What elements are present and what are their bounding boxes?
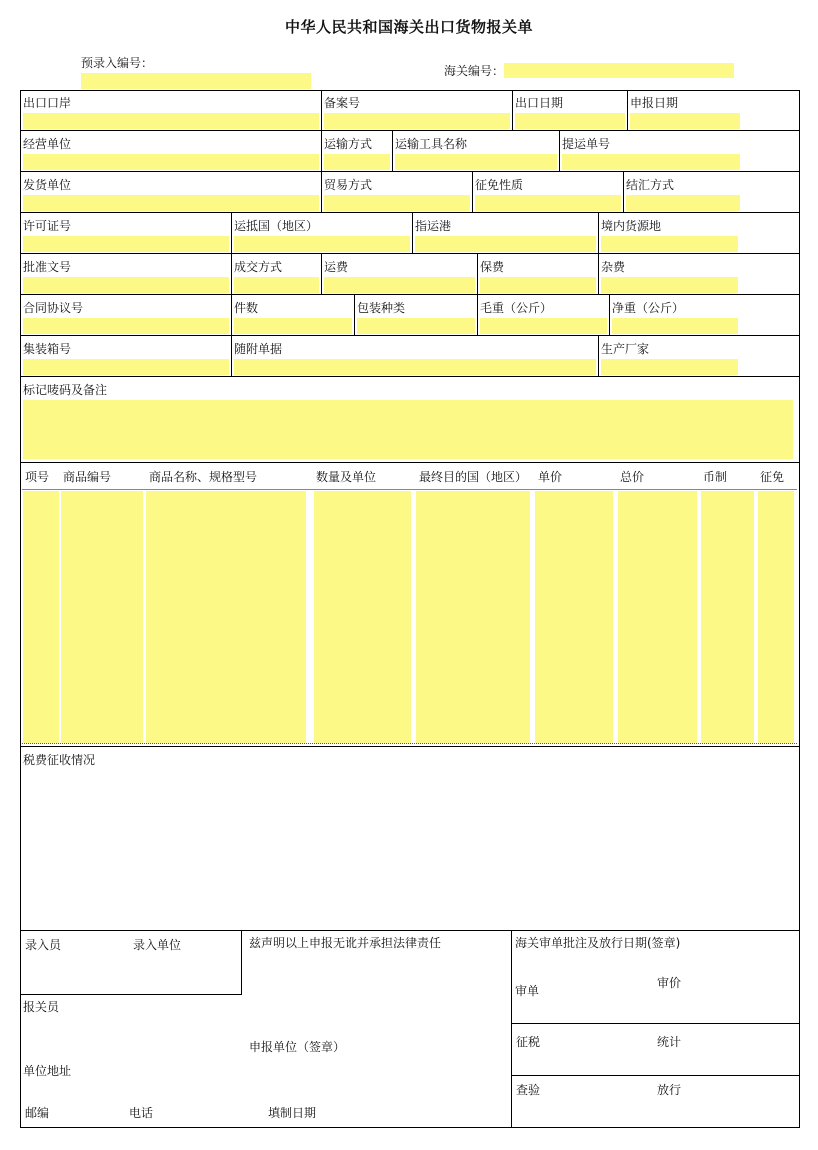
port-of-destination-label: 指运港 (415, 219, 452, 233)
border-bottom (20, 1127, 800, 1128)
misc-fee-label: 杂费 (601, 260, 626, 274)
statistics-label: 统计 (657, 1035, 682, 1049)
container-no-label: 集装箱号 (23, 342, 72, 356)
net-weight-label: 净重（公斤） (612, 301, 685, 315)
transaction-mode-label: 成交方式 (234, 260, 283, 274)
record-no-label: 备案号 (324, 96, 361, 110)
row-line (20, 212, 800, 213)
export-date-field[interactable] (515, 113, 625, 129)
goods-col-item-no[interactable] (23, 491, 59, 743)
trade-mode-label: 贸易方式 (324, 178, 373, 192)
gross-weight-label: 毛重（公斤） (480, 301, 553, 315)
declare-date-label: 申报日期 (630, 96, 679, 110)
goods-col-final-destination[interactable] (416, 491, 530, 743)
tax-levy-label: 征税 (516, 1035, 541, 1049)
goods-header-exemption: 征免 (760, 470, 785, 484)
row-line (20, 746, 800, 747)
exemption-nature-field[interactable] (475, 195, 621, 211)
settlement-mode-label: 结汇方式 (626, 178, 675, 192)
goods-bottom-dotted-line (22, 743, 797, 744)
export-port-label: 出口口岸 (23, 96, 72, 110)
goods-header-unit-price: 单价 (538, 470, 563, 484)
col-line (354, 294, 355, 336)
goods-header-commodity-name: 商品名称、规格型号 (149, 470, 258, 484)
border-left (20, 90, 21, 1128)
col-line (477, 294, 478, 336)
row-line (20, 253, 800, 254)
goods-col-commodity-code[interactable] (61, 491, 143, 743)
goods-header-final-destination: 最终目的国（地区） (419, 470, 528, 484)
bill-of-lading-label: 提运单号 (562, 137, 611, 151)
fill-date-label: 填制日期 (268, 1106, 317, 1120)
row-line (20, 171, 800, 172)
shipping-unit-field[interactable] (23, 195, 319, 211)
transaction-mode-field[interactable] (234, 277, 319, 293)
col-line (412, 212, 413, 254)
declare-date-field[interactable] (630, 113, 740, 129)
col-line (512, 90, 513, 131)
goods-col-unit-price[interactable] (535, 491, 613, 743)
tax-section-label: 税费征收情况 (23, 753, 96, 767)
port-of-destination-field[interactable] (415, 236, 596, 252)
insurance-field[interactable] (480, 277, 596, 293)
phone-label: 电话 (129, 1106, 154, 1120)
attached-docs-label: 随附单据 (234, 342, 283, 356)
row-line (20, 376, 800, 377)
approval-no-label: 批准文号 (23, 260, 72, 274)
transport-mode-label: 运输方式 (324, 137, 373, 151)
col-line (231, 212, 232, 254)
border-right (799, 90, 800, 1128)
release-label: 放行 (657, 1083, 682, 1097)
domestic-source-label: 境内货源地 (601, 219, 662, 233)
destination-country-label: 运抵国（地区） (234, 219, 319, 233)
packages-field[interactable] (234, 318, 352, 334)
row-line (511, 1075, 800, 1076)
col-line (477, 253, 478, 295)
manufacturer-field[interactable] (601, 359, 738, 375)
pre-entry-no-label: 预录入编号： (81, 56, 154, 70)
form-title: 中华人民共和国海关出口货物报关单 (284, 18, 533, 36)
inspection-label: 查验 (516, 1083, 541, 1097)
row-line (20, 462, 800, 463)
col-line (598, 212, 599, 254)
col-line (231, 335, 232, 377)
customs-approval-label: 海关审单批注及放行日期(签章) (515, 936, 681, 950)
contract-no-field[interactable] (23, 318, 229, 334)
declaration-statement: 兹声明以上申报无讹并承担法律责任 (249, 936, 442, 950)
col-line (321, 130, 322, 172)
postcode-label: 邮编 (25, 1106, 50, 1120)
goods-col-commodity-name[interactable] (146, 491, 306, 743)
package-type-field[interactable] (357, 318, 475, 334)
border-top (20, 90, 800, 91)
exemption-nature-label: 征免性质 (475, 178, 524, 192)
review-price-label: 审价 (657, 976, 682, 990)
export-date-label: 出口日期 (515, 96, 564, 110)
container-no-field[interactable] (23, 359, 229, 375)
misc-fee-field[interactable] (601, 277, 738, 293)
goods-header-underline (22, 489, 797, 490)
marks-remarks-label: 标记唛码及备注 (23, 383, 108, 397)
net-weight-field[interactable] (612, 318, 738, 334)
goods-header-quantity: 数量及单位 (316, 470, 377, 484)
freight-field[interactable] (324, 277, 475, 293)
goods-col-exemption[interactable] (758, 491, 794, 743)
shipping-unit-label: 发货单位 (23, 178, 72, 192)
col-line (627, 90, 628, 131)
col-line (598, 253, 599, 295)
operating-unit-label: 经营单位 (23, 137, 72, 151)
col-line (511, 930, 512, 1128)
row-line (20, 930, 800, 931)
transport-mode-field[interactable] (324, 154, 390, 170)
declarer-label: 报关员 (23, 1000, 60, 1014)
goods-col-quantity[interactable] (314, 491, 411, 743)
col-line (321, 171, 322, 213)
settlement-mode-field[interactable] (626, 195, 740, 211)
unit-address-label: 单位地址 (23, 1064, 72, 1078)
row-line (20, 335, 800, 336)
export-port-field[interactable] (23, 113, 319, 129)
transport-tool-field[interactable] (395, 154, 557, 170)
goods-header-commodity-code: 商品编号 (63, 470, 112, 484)
goods-header-item-no: 项号 (25, 470, 50, 484)
destination-country-field[interactable] (234, 236, 410, 252)
goods-header-currency: 币制 (703, 470, 728, 484)
license-no-label: 许可证号 (23, 219, 72, 233)
row-line (20, 994, 242, 995)
gross-weight-field[interactable] (480, 318, 607, 334)
packages-label: 件数 (234, 301, 259, 315)
customs-no-label: 海关编号： (444, 64, 505, 78)
contract-no-label: 合同协议号 (23, 301, 84, 315)
marks-remarks-field[interactable] (23, 400, 793, 459)
col-line (392, 130, 393, 172)
insurance-label: 保费 (480, 260, 505, 274)
col-line (231, 253, 232, 295)
goods-col-total-price[interactable] (618, 491, 697, 743)
col-line (241, 930, 242, 994)
entry-clerk-label: 录入员 (25, 938, 62, 952)
operating-unit-field[interactable] (23, 154, 319, 170)
row-line (511, 1023, 800, 1024)
col-line (623, 171, 624, 213)
col-line (231, 294, 232, 336)
approval-no-field[interactable] (23, 277, 229, 293)
trade-mode-field[interactable] (324, 195, 470, 211)
customs-no-field[interactable] (504, 63, 734, 78)
license-no-field[interactable] (23, 236, 229, 252)
attached-docs-field[interactable] (234, 359, 596, 375)
col-line (321, 253, 322, 295)
review-doc-label: 审单 (515, 984, 540, 998)
row-line (20, 294, 800, 295)
manufacturer-label: 生产厂家 (601, 342, 650, 356)
bill-of-lading-field[interactable] (562, 154, 740, 170)
freight-label: 运费 (324, 260, 349, 274)
col-line (598, 335, 599, 377)
domestic-source-field[interactable] (601, 236, 738, 252)
entry-unit-label: 录入单位 (133, 938, 182, 952)
pre-entry-no-field[interactable] (81, 73, 311, 89)
goods-col-currency[interactable] (701, 491, 754, 743)
col-line (321, 90, 322, 131)
package-type-label: 包装种类 (357, 301, 406, 315)
declaring-unit-label: 申报单位（签章） (249, 1040, 346, 1054)
col-line (559, 130, 560, 172)
col-line (472, 171, 473, 213)
transport-tool-label: 运输工具名称 (395, 137, 468, 151)
col-line (609, 294, 610, 336)
row-line (20, 130, 800, 131)
record-no-field[interactable] (324, 113, 510, 129)
goods-header-total-price: 总价 (620, 470, 645, 484)
